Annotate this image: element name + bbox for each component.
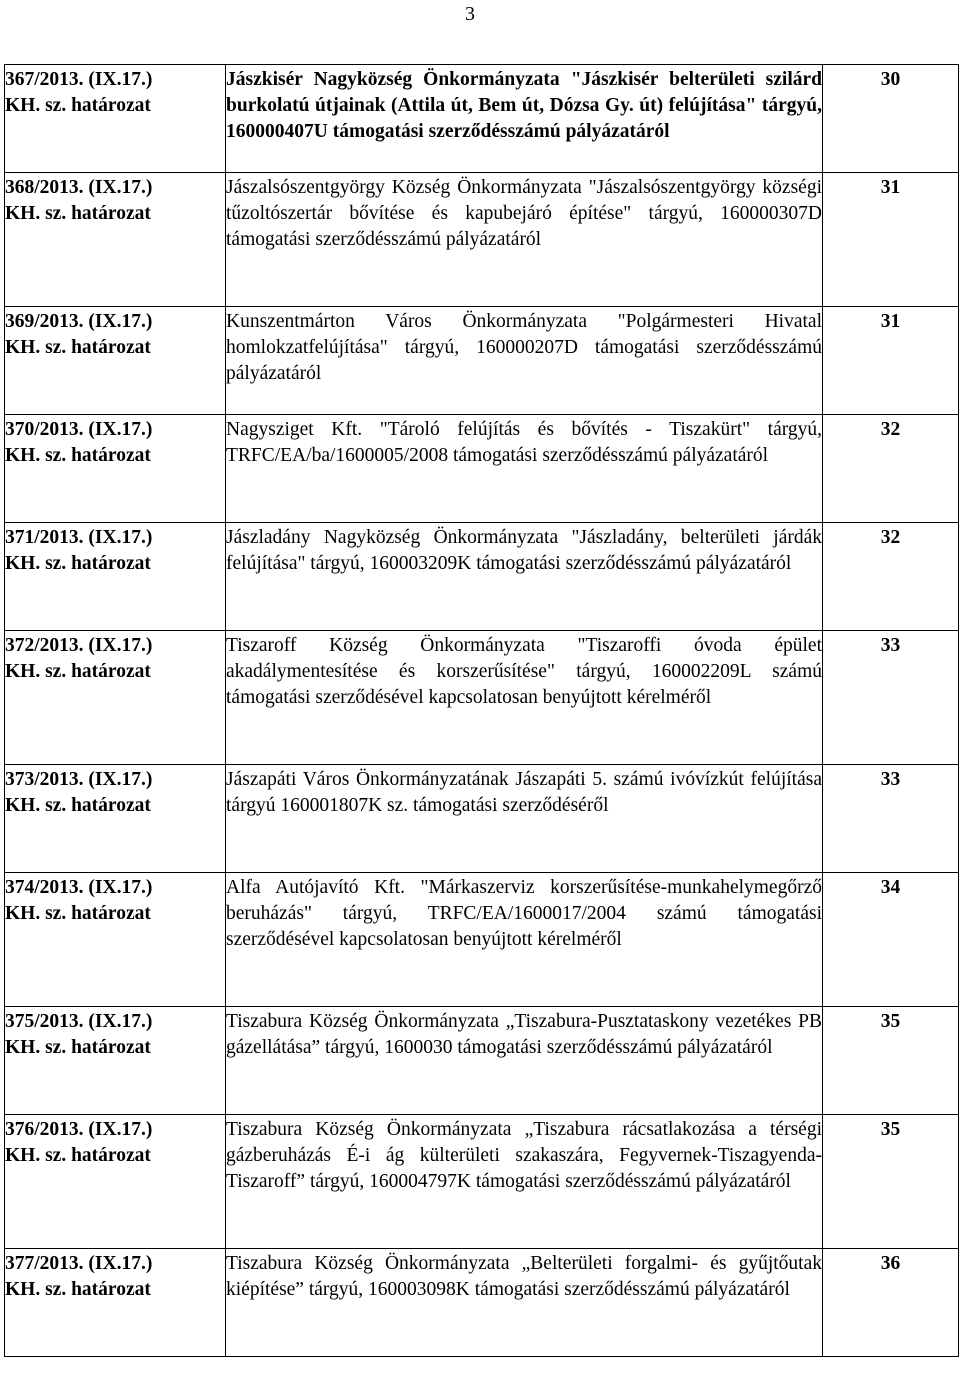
resolution-index-table <box>4 64 959 1357</box>
table-row <box>5 765 959 873</box>
table-row <box>5 1115 959 1249</box>
resolution-type: KH. sz. határozat <box>5 203 151 224</box>
table-row <box>5 1249 959 1357</box>
table-row <box>5 307 959 415</box>
page-number: 3 <box>465 3 475 25</box>
resolution-number-cell <box>5 173 226 307</box>
resolution-number-cell <box>5 631 226 765</box>
resolution-number: 370/2013. (IX.17.) <box>5 419 153 440</box>
resolution-description: Tiszabura Község Önkormányzata „Tiszabura-Pusztataskony vezetékes PB gázellátása” tárgyú, 1600030 támogatási szerződésszámú pályázatáról <box>226 1007 823 1115</box>
resolution-number-cell <box>5 65 226 173</box>
page-reference: 31 <box>823 173 959 307</box>
resolution-number-cell <box>5 1249 226 1357</box>
page-reference: 32 <box>823 415 959 523</box>
resolution-number: 372/2013. (IX.17.) <box>5 635 153 656</box>
table-row <box>5 65 959 173</box>
table-row <box>5 173 959 307</box>
table-row <box>5 415 959 523</box>
resolution-type: KH. sz. határozat <box>5 445 151 466</box>
resolution-type: KH. sz. határozat <box>5 553 151 574</box>
resolution-description: Alfa Autójavító Kft. "Márkaszerviz korszerűsítése-munkahelymegőrző beruházás" tárgyú, TRFC/EA/1600017/2004 számú támogatási szerződésével kapcsolatosan benyújtott kérelméről <box>226 873 823 1007</box>
resolution-number: 371/2013. (IX.17.) <box>5 527 153 548</box>
page-reference: 32 <box>823 523 959 631</box>
resolution-number-cell <box>5 307 226 415</box>
resolution-type: KH. sz. határozat <box>5 1037 151 1058</box>
resolution-number-cell <box>5 873 226 1007</box>
resolution-number-cell <box>5 1007 226 1115</box>
table-row <box>5 873 959 1007</box>
resolution-description: Jászapáti Város Önkormányzatának Jászapáti 5. számú ivóvízkút felújítása tárgyú 160001807K sz. támogatási szerződéséről <box>226 765 823 873</box>
resolution-number: 377/2013. (IX.17.) <box>5 1253 153 1274</box>
table-row <box>5 631 959 765</box>
page-reference: 33 <box>823 765 959 873</box>
resolution-number: 376/2013. (IX.17.) <box>5 1119 153 1140</box>
resolution-description: Tiszabura Község Önkormányzata „Tiszabura rácsatlakozása a térségi gázberuházás É-i ág külterületi szakaszára, Fegyvernek-Tiszagyenda-Tiszaroff” tárgyú, 160004797K támogatási szerződésszámú pályázatáról <box>226 1115 823 1249</box>
page-reference: 34 <box>823 873 959 1007</box>
resolution-description: Jászkisér Nagyközség Önkormányzata "Jászkisér belterületi szilárd burkolatú útjainak (Attila út, Bem út, Dózsa Gy. út) felújítása" tárgyú, 160000407U támogatási szerződésszámú pályázatáról <box>226 65 823 173</box>
page-reference: 30 <box>823 65 959 173</box>
resolution-number: 368/2013. (IX.17.) <box>5 177 153 198</box>
resolution-number: 367/2013. (IX.17.) <box>5 69 153 90</box>
resolution-description: Jászalsószentgyörgy Község Önkormányzata "Jászalsószentgyörgy községi tűzoltószertár bővítése és kapubejáró építése" tárgyú, 160000307D támogatási szerződésszámú pályázatáról <box>226 173 823 307</box>
resolution-type: KH. sz. határozat <box>5 795 151 816</box>
resolution-description: Jászladány Nagyközség Önkormányzata "Jászladány, belterületi járdák felújítása" tárgyú, 160003209K támogatási szerződésszámú pályázatáról <box>226 523 823 631</box>
resolution-number: 369/2013. (IX.17.) <box>5 311 153 332</box>
resolution-description: Tiszaroff Község Önkormányzata "Tiszaroffi óvoda épület akadálymentesítése és korszerűsítése" tárgyú, 160002209L számú támogatási szerződésével kapcsolatosan benyújtott kérelméről <box>226 631 823 765</box>
resolution-type: KH. sz. határozat <box>5 95 151 116</box>
resolution-description: Nagysziget Kft. "Tároló felújítás és bővítés - Tiszakürt" tárgyú, TRFC/EA/ba/1600005/2008 támogatási szerződésszámú pályázatáról <box>226 415 823 523</box>
resolution-description: Kunszentmárton Város Önkormányzata "Polgármesteri Hivatal homlokzatfelújítása" tárgyú, 160000207D támogatási szerződésszámú pályázatáról <box>226 307 823 415</box>
resolution-number: 374/2013. (IX.17.) <box>5 877 153 898</box>
resolution-type: KH. sz. határozat <box>5 661 151 682</box>
page-reference: 33 <box>823 631 959 765</box>
resolution-type: KH. sz. határozat <box>5 903 151 924</box>
page-reference: 35 <box>823 1007 959 1115</box>
resolution-type: KH. sz. határozat <box>5 337 151 358</box>
page-reference: 36 <box>823 1249 959 1357</box>
resolution-number: 373/2013. (IX.17.) <box>5 769 153 790</box>
page-reference: 31 <box>823 307 959 415</box>
resolution-type: KH. sz. határozat <box>5 1145 151 1166</box>
table-row <box>5 523 959 631</box>
resolution-type: KH. sz. határozat <box>5 1279 151 1300</box>
resolution-description: Tiszabura Község Önkormányzata „Belterületi forgalmi- és gyűjtőutak kiépítése” tárgyú, 160003098K támogatási szerződésszámú pályázatáról <box>226 1249 823 1357</box>
resolution-number-cell <box>5 765 226 873</box>
resolution-number-cell <box>5 415 226 523</box>
table-row <box>5 1007 959 1115</box>
resolution-number-cell <box>5 523 226 631</box>
resolution-number-cell <box>5 1115 226 1249</box>
resolution-number: 375/2013. (IX.17.) <box>5 1011 153 1032</box>
page-reference: 35 <box>823 1115 959 1249</box>
